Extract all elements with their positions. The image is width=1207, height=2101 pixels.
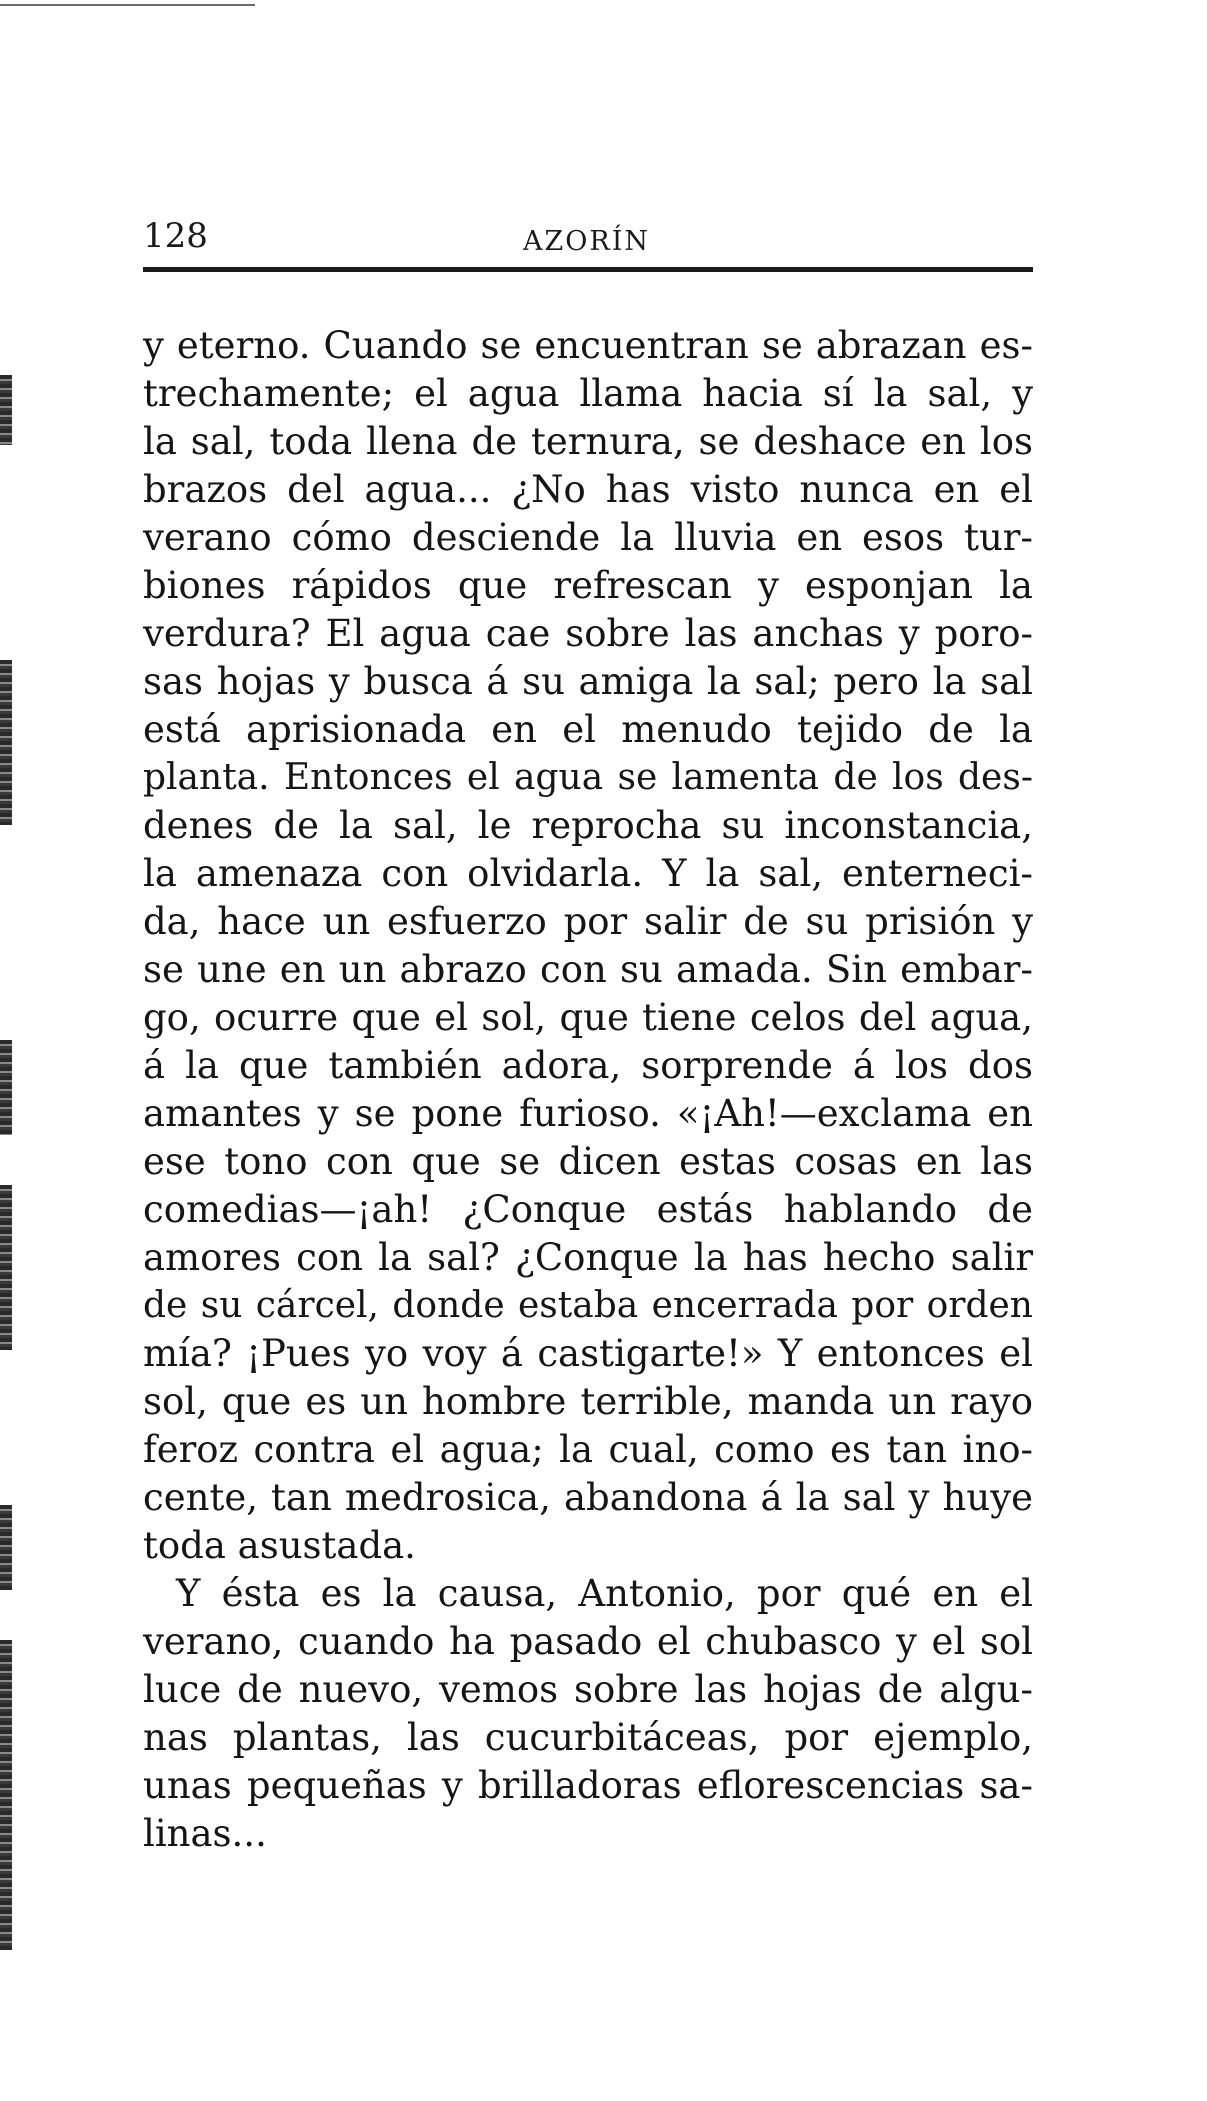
binding-shadow [0,660,12,825]
text-line: trechamente; el agua llama hacia sí la sal, y [143,372,1033,415]
text-line: amores con la sal? ¿Conque la has hecho salir [143,1236,1033,1279]
text-line: mía? ¡Pues yo voy á castigarte!» Y entonces el [143,1332,1033,1375]
header-rule [143,267,1033,272]
text-line: planta. Entonces el agua se lamenta de los des- [143,757,1033,798]
text-line: denes de la sal, le reprocha su inconstancia, [143,804,1033,847]
binding-shadow [0,1640,12,1950]
text-line: feroz contra el agua; la cual, como es tan ino- [143,1428,1033,1471]
text-line: está aprisionada en el menudo tejido de la [143,708,1033,751]
page-number: 128 [143,216,208,256]
text-line: toda asustada. [143,1524,416,1567]
text-line: verano cómo desciende la lluvia en esos tur- [143,516,1033,559]
page-header [143,208,1033,268]
text-line: se une en un abrazo con su amada. Sin embar- [143,948,1033,991]
text-line: á la que también adora, sorprende á los dos [143,1044,1033,1087]
text-line: da, hace un esfuerzo por salir de su prisión y [143,900,1033,943]
binding-shadow [0,375,12,445]
text-line: verano, cuando ha pasado el chubasco y el sol [143,1620,1033,1663]
text-line: linas... [143,1812,267,1855]
binding-shadow [0,1040,12,1135]
text-line: sas hojas y busca á su amiga la sal; pero la sal [143,660,1033,703]
body-text [143,322,1033,1858]
text-line: y eterno. Cuando se encuentran se abrazan es- [143,324,1033,367]
text-line: amantes y se pone furioso. «¡Ah!—exclama en [143,1092,1033,1135]
text-line: luce de nuevo, vemos sobre las hojas de algu- [143,1668,1033,1711]
text-line: Y ésta es la causa, Antonio, por qué en el [176,1572,1033,1615]
text-line: biones rápidos que refrescan y esponjan la [143,564,1033,607]
text-line: de su cárcel, donde estaba encerrada por orden [143,1285,1033,1326]
text-line: nas plantas, las cucurbitáceas, por ejemplo, [143,1716,1033,1759]
text-line: la sal, toda llena de ternura, se deshace en los [143,420,1033,463]
text-line: brazos del agua... ¿No has visto nunca en el [143,468,1033,511]
binding-shadow [0,1185,12,1350]
text-line: la amenaza con olvidarla. Y la sal, enterneci- [143,852,1033,895]
text-line: cente, tan medrosica, abandona á la sal y huye [143,1476,1033,1519]
text-line: sol, que es un hombre terrible, manda un rayo [143,1380,1033,1423]
running-head: AZORÍN [523,226,651,257]
scan-edge-line [0,4,255,6]
binding-shadow [0,1505,12,1590]
text-line: verdura? El agua cae sobre las anchas y poro- [143,612,1033,655]
text-line: ese tono con que se dicen estas cosas en las [143,1140,1033,1183]
text-line: go, ocurre que el sol, que tiene celos del agua, [143,996,1033,1039]
text-line: comedias—¡ah! ¿Conque estás hablando de [143,1188,1033,1231]
text-line: unas pequeñas y brilladoras eflorescencias sa- [143,1764,1033,1807]
